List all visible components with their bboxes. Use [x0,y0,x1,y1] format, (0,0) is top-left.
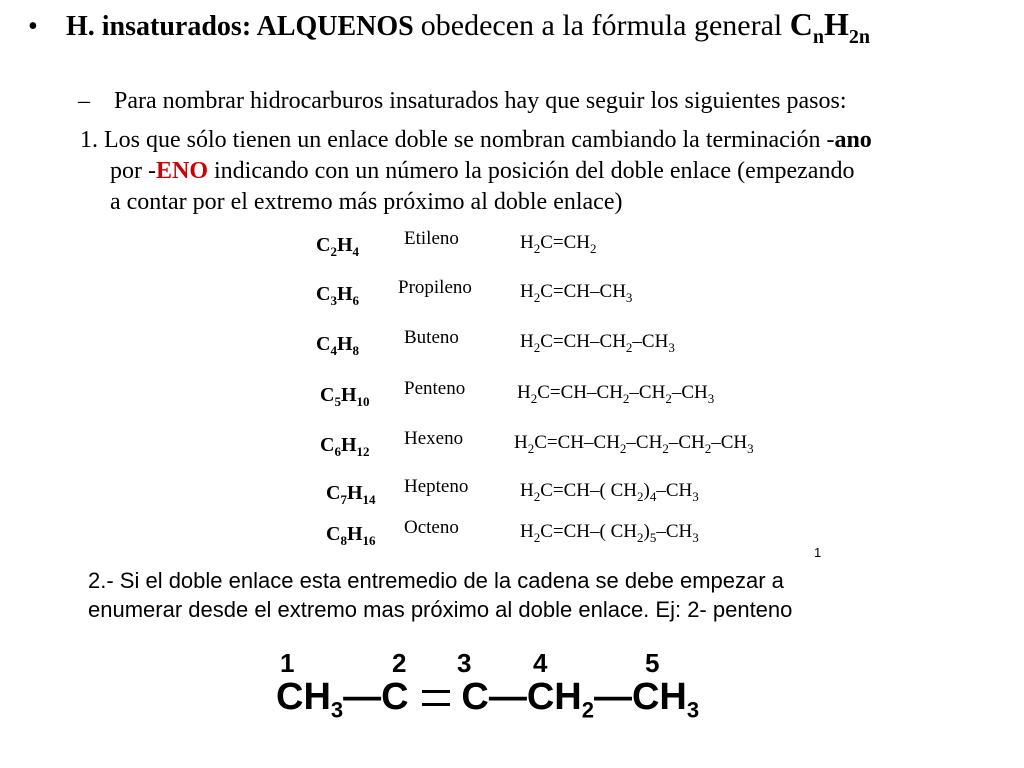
formula-c: C [316,283,331,305]
step-two-paragraph [88,566,988,624]
carbon-number-2: 2 [392,648,407,678]
title-formula-n: n [812,26,824,48]
molecular-formula [326,482,376,508]
structural-formula: $H_2C=CH-CH_2-CH_2-CH_3$ [517,382,715,406]
carbon-chain-structure: $CH_3—C$ $C—CH_2—CH_3$ [276,676,700,723]
formula-h-count: 12 [356,444,370,459]
dash-icon: – [78,88,90,114]
formula-c-count: 7 [340,492,347,507]
carbon-number-1: 1 [280,648,295,678]
structural-formula: $H_2C=CH-CH_2-CH_3$ [520,331,675,355]
formula-c: C [320,434,335,456]
carbon-number-3: 3 [457,648,472,678]
formula-c-count: 8 [340,533,347,548]
molecular-formula [326,523,376,549]
molecular-formula [316,283,359,309]
step2-line1: 2.- Si el doble enlace esta entremedio de la cadena se debe empezar a [88,568,784,593]
step1-part1: 1. Los que sólo tienen un enlace doble se nombran cambiando la terminación - [80,127,835,153]
title-rest: obedecen a la fórmula general [420,9,790,42]
alkene-name: Hepteno [404,476,469,497]
title-formula-c: C [789,6,813,42]
formula-h-count: 8 [352,343,360,358]
formula-h-count: 6 [352,293,360,308]
carbon-number-5: 5 [645,648,660,678]
alkene-name: Octeno [404,517,459,538]
formula-h: H [340,384,357,406]
formula-h: H [346,523,363,545]
formula-c-count: 3 [330,293,337,308]
subtitle-line [78,88,847,115]
structural-formula: $H_2C=CH-CH_3$ [520,281,633,305]
step-one-paragraph [80,125,1015,218]
bullet-icon: • [28,11,38,42]
formula-h: H [336,283,353,305]
formula-h: H [336,234,353,256]
formula-c-count: 6 [334,444,341,459]
alkene-name: Hexeno [404,428,464,449]
alkene-name: Propileno [398,277,472,298]
molecular-formula [320,434,370,460]
molecular-formula [316,234,359,260]
title-formula-2n: 2n [848,26,870,48]
alkene-name: Etileno [404,228,459,249]
step2-line2: enumerar desde el extremo mas próximo al doble enlace. Ej: 2- penteno [88,597,793,622]
step1-ano: ano [834,127,872,153]
formula-h-count: 4 [352,244,360,259]
formula-c: C [316,234,331,256]
molecular-formula [320,384,370,410]
subtitle-text: Para nombrar hidrocarburos insaturados hay que seguir los siguientes pasos: [114,88,847,114]
formula-c: C [326,482,341,504]
title-lead: H. insaturados: ALQUENOS [66,11,421,42]
slide-title [28,6,870,49]
molecular-formula [316,333,359,359]
formula-h-count: 10 [356,394,370,409]
formula-h: H [340,434,357,456]
step1-continuation [80,156,1015,187]
double-bond-icon [422,690,450,706]
formula-c: C [326,523,341,545]
formula-c-count: 4 [330,343,337,358]
structural-formula: $H_2C=CH-$( $CH_2)_4-CH_3$ [520,480,699,504]
step1-part3: indicando con un número la posición del doble enlace (empezando [208,158,855,184]
formula-c-count: 2 [330,244,337,259]
formula-h: H [336,333,353,355]
formula-c-count: 5 [334,394,341,409]
structural-formula: $H_2C=CH-CH_2-CH_2-CH_2-CH_3$ [514,432,754,456]
step1-part2: por - [110,158,156,184]
title-formula-h: H [823,6,849,42]
formula-h: H [346,482,363,504]
formula-c: C [320,384,335,406]
carbon-number-4: 4 [533,648,548,678]
formula-h-count: 14 [362,492,376,507]
structural-formula: $H_2C=CH_2$ [520,232,597,256]
alkene-name: Buteno [404,327,459,348]
alkene-name: Penteno [404,378,466,399]
formula-h-count: 16 [362,533,376,548]
step1-continuation-2: a contar por el extremo más próximo al doble enlace) [110,189,623,215]
formula-c: C [316,333,331,355]
structural-formula: $H_2C=CH-$( $CH_2)_5-CH_3$ [520,521,699,545]
footnote-number: 1 [814,545,822,560]
step1-eno: ENO [155,158,208,184]
